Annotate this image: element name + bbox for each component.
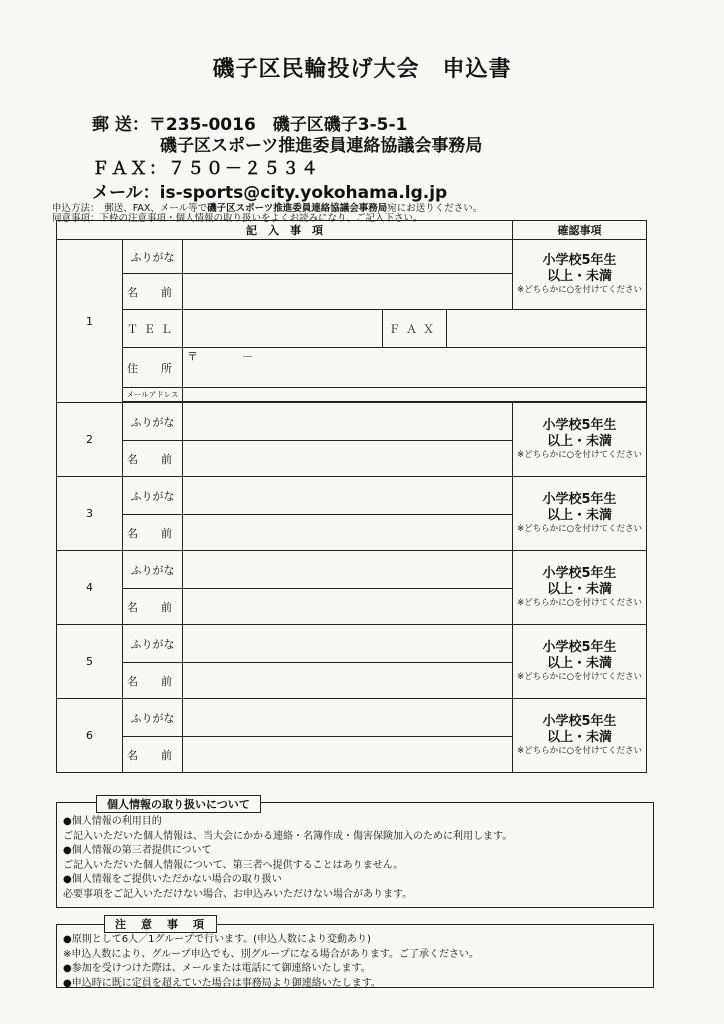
grade-confirm[interactable] <box>513 403 647 477</box>
grade-line1: 小学校5年生 <box>542 639 617 655</box>
furigana-label: ふりがな <box>123 699 183 737</box>
furigana-label: ふりがな <box>123 240 183 274</box>
name-field[interactable] <box>183 663 513 699</box>
grade-note: ※どちらかに○を付けてください <box>517 746 643 757</box>
entry-number: 1 <box>57 240 123 403</box>
name-field[interactable] <box>183 441 513 477</box>
privacy-title: 個人情報の取り扱いについて <box>96 795 261 813</box>
grade-line2: 以上・未満 <box>547 582 613 598</box>
notes-line: ●申込時に既に定員を超えていた場合は事務局より御連絡いたします。 <box>63 977 381 989</box>
name-label: 名 前 <box>123 737 183 773</box>
email-address: メール：is-sports@city.yokohama.lg.jp <box>92 183 448 203</box>
address-field[interactable] <box>183 348 647 388</box>
grade-confirm[interactable] <box>513 240 647 310</box>
email-field[interactable] <box>183 388 647 402</box>
grade-line1: 小学校5年生 <box>542 491 617 507</box>
furigana-field[interactable] <box>183 699 513 737</box>
grade-note: ※どちらかに○を付けてください <box>517 524 643 535</box>
consent-note: 同意事項：下枠の注意事項・個人情報の取り扱いをよくお読みになり、ご記入下さい。 <box>52 213 423 224</box>
grade-note: ※どちらかに○を付けてください <box>517 672 643 683</box>
privacy-line: 必要事項をご記入いただけない場合、お申込みいただけない場合があります。 <box>63 888 413 900</box>
notes-line: ※申込人数により、グループ申込でも、別グループになる場合があります。ご了承ください。 <box>63 948 479 960</box>
notes-title: 注 意 事 項 <box>104 915 217 933</box>
entry-number: 6 <box>57 699 123 773</box>
privacy-line: ご記入いただいた個人情報は、当大会にかかる連絡・名簿作成・傷害保険加入のために利用します。 <box>63 830 513 842</box>
mail-label: 郵 送： <box>92 115 149 135</box>
grade-note: ※どちらかに○を付けてください <box>517 285 643 296</box>
entry-number: 3 <box>57 477 123 551</box>
grade-note: ※どちらかに○を付けてください <box>517 598 643 609</box>
method-suffix: 宛にお送りください。 <box>387 203 483 214</box>
furigana-field[interactable] <box>183 240 513 274</box>
notes-text <box>63 933 479 991</box>
furigana-label: ふりがな <box>123 551 183 589</box>
grade-line1: 小学校5年生 <box>542 417 617 433</box>
fax-label: ＦＡＸ <box>383 310 447 348</box>
name-field[interactable] <box>183 737 513 773</box>
name-label: 名 前 <box>123 441 183 477</box>
postal-mark: 〒 － <box>187 350 253 363</box>
furigana-field[interactable] <box>183 477 513 515</box>
method-recipient: 磯子区スポーツ推進委員連絡協議会事務局 <box>207 203 388 214</box>
grade-confirm[interactable] <box>513 477 647 551</box>
confirm-header: 確認事項 <box>513 221 647 240</box>
grade-line2: 以上・未満 <box>547 434 613 450</box>
furigana-label: ふりがな <box>123 403 183 441</box>
grade-line2: 以上・未満 <box>547 730 613 746</box>
privacy-line: ●個人情報の利用目的 <box>63 816 162 827</box>
grade-line2: 以上・未満 <box>547 656 613 672</box>
grade-note: ※どちらかに○を付けてください <box>517 450 643 461</box>
furigana-label: ふりがな <box>123 477 183 515</box>
tel-label: ＴＥＬ <box>123 310 183 348</box>
furigana-field[interactable] <box>183 403 513 441</box>
grade-line1: 小学校5年生 <box>542 565 617 581</box>
name-label: 名 前 <box>123 274 183 310</box>
entry-number: 5 <box>57 625 123 699</box>
name-field[interactable] <box>183 515 513 551</box>
mail-postal-address: 〒235-0016 磯子区磯子3-5-1 <box>148 115 408 135</box>
grade-confirm[interactable] <box>513 625 647 699</box>
notes-line: ●原則として6人／1グループで行います。(申込人数により変動あり) <box>63 934 371 945</box>
notes-line: ●参加を受けつけた際は、メールまたは電話にて御連絡いたします。 <box>63 963 371 974</box>
privacy-line: ●個人情報をご提供いただかない場合の取り扱い <box>63 874 282 885</box>
notes-box <box>56 924 654 988</box>
mail-recipient: 磯子区スポーツ推進委員連絡協議会事務局 <box>160 136 483 156</box>
grade-line1: 小学校5年生 <box>542 252 617 268</box>
grade-line2: 以上・未満 <box>547 508 613 524</box>
tel-field[interactable] <box>183 310 383 348</box>
grade-line1: 小学校5年生 <box>542 713 617 729</box>
name-field[interactable] <box>183 589 513 625</box>
fax-number: ＦＡＸ：７５０－２５３４ <box>92 159 320 179</box>
name-label: 名 前 <box>123 589 183 625</box>
privacy-line: ●個人情報の第三者提供について <box>63 845 212 856</box>
privacy-text <box>63 815 512 902</box>
furigana-field[interactable] <box>183 625 513 663</box>
furigana-label: ふりがな <box>123 625 183 663</box>
privacy-line: ご記入いただいた個人情報について、第三者へ提供することはありません。 <box>63 859 404 871</box>
entry-number: 2 <box>57 403 123 477</box>
name-field[interactable] <box>183 274 513 310</box>
fax-field[interactable] <box>447 310 647 348</box>
name-label: 名 前 <box>123 663 183 699</box>
address-label: 住 所 <box>123 348 183 388</box>
grade-confirm[interactable] <box>513 551 647 625</box>
grade-confirm[interactable] <box>513 699 647 773</box>
method-prefix: 申込方法： 郵送、FAX、メール等で <box>52 203 208 214</box>
email-label: メールアドレス <box>123 388 183 402</box>
entry-number: 4 <box>57 551 123 625</box>
application-table <box>56 220 647 773</box>
furigana-field[interactable] <box>183 551 513 589</box>
page-title: 磯子区民輪投げ大会 申込書 <box>212 57 512 82</box>
grade-line2: 以上・未満 <box>547 269 613 285</box>
entry-header: 記 入 事 項 <box>57 221 513 240</box>
name-label: 名 前 <box>123 515 183 551</box>
privacy-box <box>56 802 654 908</box>
